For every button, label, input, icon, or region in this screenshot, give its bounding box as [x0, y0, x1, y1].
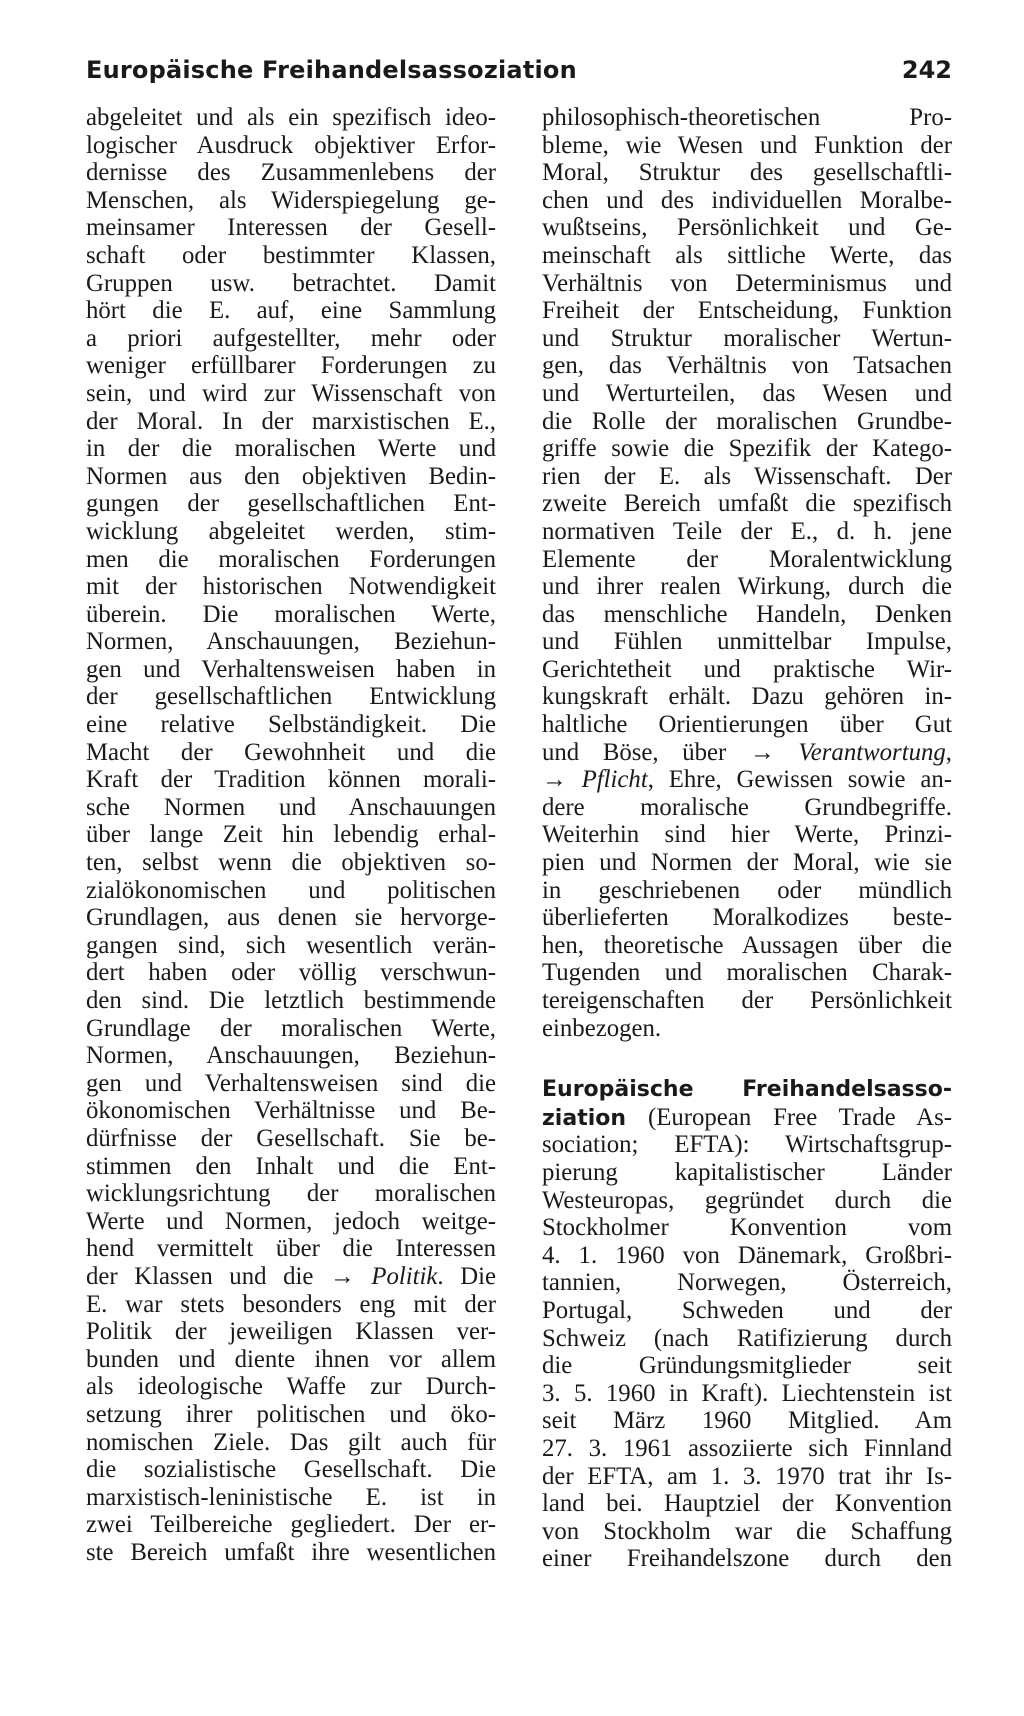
text-line: sein, und wird zur Wissenschaft von — [86, 379, 496, 407]
text-line: wicklung abgeleitet werden, stim- — [86, 517, 496, 545]
text-line: griffe sowie die Spezifik der Katego- — [542, 435, 952, 463]
text-line: Grundlagen, aus denen sie hervorge- — [86, 904, 496, 932]
text-line: Grundlage der moralischen Werte, — [86, 1014, 496, 1042]
text-line: seit März 1960 Mitglied. Am — [542, 1407, 952, 1435]
text-line: bleme, wie Wesen und Funktion der — [542, 131, 952, 159]
text-line: als ideologische Waffe zur Durch- — [86, 1373, 496, 1401]
text-line: ökonomischen Verhältnisse und Be- — [86, 1097, 496, 1125]
text-line: setzung ihrer politischen und öko- — [86, 1400, 496, 1428]
running-header — [86, 50, 952, 90]
text-line: sociation; EFTA): Wirtschaftsgrup- — [542, 1131, 952, 1159]
text-line: in geschriebenen oder mündlich — [542, 876, 952, 904]
text-line: pien und Normen der Moral, wie sie — [542, 849, 952, 877]
text-line: die Gründungsmitglieder seit — [542, 1352, 952, 1380]
text-line: Menschen, als Widerspiegelung ge- — [86, 186, 496, 214]
text-line: marxistisch-leninistische E. ist in — [86, 1483, 496, 1511]
entry-headword-line2 — [542, 1104, 952, 1132]
text-line: ten, selbst wenn die objektiven so- — [86, 849, 496, 877]
text-line: Politik der jeweiligen Klassen ver- — [86, 1318, 496, 1346]
text-line: gen und Verhaltensweisen haben in — [86, 655, 496, 683]
text-line: 3. 5. 1960 in Kraft). Liechtenstein ist — [542, 1379, 952, 1407]
text-line: Kraft der Tradition können morali- — [86, 766, 496, 794]
text-line: Normen aus den objektiven Bedin- — [86, 462, 496, 490]
ethik-continuation — [542, 104, 952, 1042]
text-line: einbezogen. — [542, 1014, 662, 1042]
entry-body — [542, 1131, 952, 1573]
text-line: Schweiz (nach Ratifizierung durch — [542, 1324, 952, 1352]
text-line: 27. 3. 1961 assoziierte sich Finnland — [542, 1434, 952, 1462]
text-line: überlieferten Moralkodizes beste- — [542, 904, 952, 932]
text-line: der Klassen und die → Politik. Die — [86, 1262, 496, 1290]
text-line: logischer Ausdruck objektiver Erfor- — [86, 131, 496, 159]
text-line: hört die E. auf, eine Sammlung — [86, 297, 496, 325]
text-line: nomischen Ziele. Das gilt auch für — [86, 1428, 496, 1456]
text-line: sche Normen und Anschauungen — [86, 793, 496, 821]
text-line: gungen der gesellschaftlichen Ent- — [86, 490, 496, 518]
text-line: meinsamer Interessen der Gesell- — [86, 214, 496, 242]
text-line: dert haben oder völlig verschwun- — [86, 959, 496, 987]
text-line: Tugenden und moralischen Charak- — [542, 959, 952, 987]
text-line: bunden und diente ihnen vor allem — [86, 1345, 496, 1373]
text-line: der Moral. In der marxistischen E., — [86, 407, 496, 435]
text-line: von Stockholm war die Schaffung — [542, 1517, 952, 1545]
entry-separator — [542, 1042, 952, 1076]
text-line: gen und Verhaltensweisen sind die — [86, 1069, 496, 1097]
text-line: tereigenschaften der Persönlichkeit — [542, 987, 952, 1014]
text-line: und Struktur moralischer Wertun- — [542, 324, 952, 352]
text-line: pierung kapitalistischer Länder — [542, 1158, 952, 1186]
text-line: dernisse des Zusammenlebens der — [86, 159, 496, 187]
text-line: a priori aufgestellter, mehr oder — [86, 324, 496, 352]
text-line: rien der E. als Wissenschaft. Der — [542, 462, 952, 490]
entry-gloss: (European Free Trade As- — [626, 1103, 952, 1131]
text-line: ste Bereich umfaßt ihre wesentlichen — [86, 1538, 496, 1566]
text-line: überein. Die moralischen Werte, — [86, 600, 496, 628]
text-line: meinschaft als sittliche Werte, das — [542, 241, 952, 269]
text-line: Stockholmer Konvention vom — [542, 1214, 952, 1242]
text-line: die Rolle der moralischen Grundbe- — [542, 407, 952, 435]
text-line: Moral, Struktur des gesellschaftli- — [542, 159, 952, 187]
text-line: zwei Teilbereiche gegliedert. Der er- — [86, 1511, 496, 1539]
text-line: philosophisch-theoretischen Pro- — [542, 104, 952, 131]
text-line: wicklungsrichtung der moralischen — [86, 1180, 496, 1208]
text-line: über lange Zeit hin lebendig erhal- — [86, 821, 496, 849]
right-text-column — [542, 104, 952, 1573]
text-line: die sozialistische Gesellschaft. Die — [86, 1456, 496, 1484]
text-line: der gesellschaftlichen Entwicklung — [86, 683, 496, 711]
text-line: → Pflicht, Ehre, Gewissen sowie an- — [542, 766, 952, 794]
text-line: Normen, Anschauungen, Beziehun- — [86, 1042, 496, 1070]
text-line: und Böse, über → Verantwortung, — [542, 738, 952, 766]
text-line: hen, theoretische Aussagen über die — [542, 931, 952, 959]
text-line: abgeleitet und als ein spezifisch ideo- — [86, 104, 496, 131]
text-line: haltliche Orientierungen über Gut — [542, 711, 952, 739]
entry-headword-rest: ziation — [542, 1105, 627, 1131]
left-text-column — [86, 104, 496, 1566]
text-line: men die moralischen Forderungen — [86, 545, 496, 573]
dictionary-entry-efta — [542, 1076, 952, 1573]
text-line: und ihrer realen Wirkung, durch die — [542, 573, 952, 601]
text-line: das menschliche Handeln, Denken — [542, 600, 952, 628]
running-head-title: Europäische Freihandelsassoziation — [86, 56, 577, 84]
text-line: Freiheit der Entscheidung, Funktion — [542, 297, 952, 325]
text-line: Werte und Normen, jedoch weitge- — [86, 1207, 496, 1235]
entry-headword-line1: Europäische Freihandelsasso- — [542, 1077, 952, 1103]
text-line: Verhältnis von Determinismus und — [542, 269, 952, 297]
text-line: eine relative Selbständigkeit. Die — [86, 711, 496, 739]
text-line: wußtseins, Persönlichkeit und Ge- — [542, 214, 952, 242]
page-number: 242 — [901, 56, 952, 84]
text-line: chen und des individuellen Moralbe- — [542, 186, 952, 214]
text-line: hend vermittelt über die Interessen — [86, 1235, 496, 1263]
text-line: in der die moralischen Werte und — [86, 435, 496, 463]
text-line: der EFTA, am 1. 3. 1970 trat ihr Is- — [542, 1462, 952, 1490]
text-line: schaft oder bestimmter Klassen, — [86, 241, 496, 269]
text-line: zialökonomischen und politischen — [86, 876, 496, 904]
text-line: Elemente der Moralentwicklung — [542, 545, 952, 573]
text-line: einer Freihandelszone durch den — [542, 1545, 952, 1573]
text-line: Westeuropas, gegründet durch die — [542, 1186, 952, 1214]
text-line: zweite Bereich umfaßt die spezifisch — [542, 490, 952, 518]
text-line: normativen Teile der E., d. h. jene — [542, 517, 952, 545]
text-line: Macht der Gewohnheit und die — [86, 738, 496, 766]
text-line: mit der historischen Notwendigkeit — [86, 573, 496, 601]
text-line: den sind. Die letztlich bestimmende — [86, 987, 496, 1014]
text-line: land bei. Hauptziel der Konvention — [542, 1490, 952, 1518]
text-line: und Werturteilen, das Wesen und — [542, 379, 952, 407]
text-line: Gerichtetheit und praktische Wir- — [542, 655, 952, 683]
text-line: und Fühlen unmittelbar Impulse, — [542, 628, 952, 656]
text-line: gen, das Verhältnis von Tatsachen — [542, 352, 952, 380]
text-line: 4. 1. 1960 von Dänemark, Großbri- — [542, 1241, 952, 1269]
text-line: kungskraft erhält. Dazu gehören in- — [542, 683, 952, 711]
text-line: weniger erfüllbarer Forderungen zu — [86, 352, 496, 380]
text-line: dere moralische Grundbegriffe. — [542, 793, 952, 821]
text-line: tannien, Norwegen, Österreich, — [542, 1269, 952, 1297]
text-line: E. war stets besonders eng mit der — [86, 1290, 496, 1318]
text-line: dürfnisse der Gesellschaft. Sie be- — [86, 1124, 496, 1152]
text-line: Portugal, Schweden und der — [542, 1296, 952, 1324]
text-line: stimmen den Inhalt und die Ent- — [86, 1152, 496, 1180]
text-line: Weiterhin sind hier Werte, Prinzi- — [542, 821, 952, 849]
text-line: Normen, Anschauungen, Beziehun- — [86, 628, 496, 656]
text-line: gangen sind, sich wesentlich verän- — [86, 931, 496, 959]
text-line: Gruppen usw. betrachtet. Damit — [86, 269, 496, 297]
